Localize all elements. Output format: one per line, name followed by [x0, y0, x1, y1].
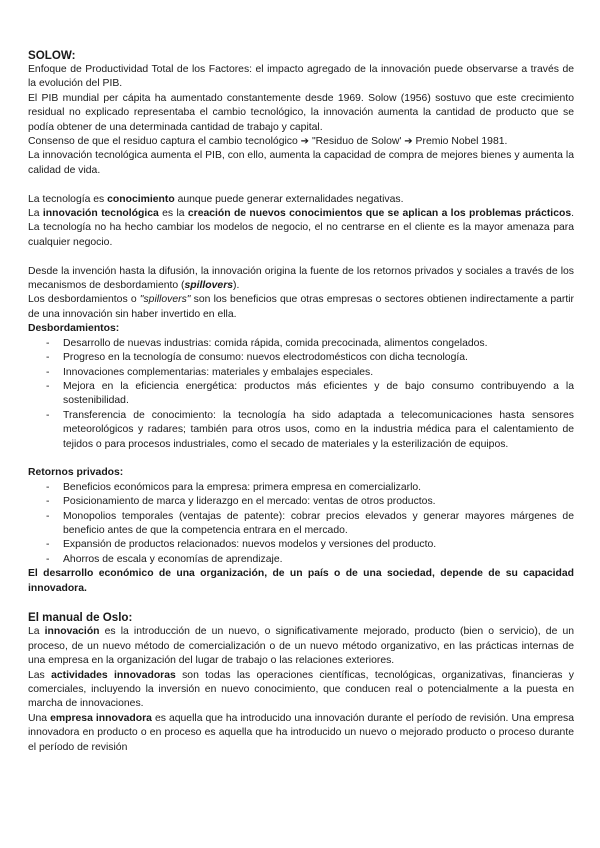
solow-paragraph-2: El PIB mundial per cápita ha aumentado constantemente desde 1969. Solow (1956) sostuvo que este crecimiento residual no explicado representaba el cambio tecnológico, la innovación aumenta la cantidad de producto que se podía obtener de una determinada cantidad de trabajo y capital.: [28, 92, 574, 133]
right-arrow-icon: ➔: [300, 136, 310, 148]
solow-paragraph-4: La innovación tecnológica aumenta el PIB, con ello, aumenta la capacidad de compra de mejores bienes y aumenta la calidad de vida.: [28, 150, 574, 176]
tecnologia-paragraph-2: La innovación tecnológica es la creación de nuevos conocimientos que se aplican a los problemas prácticos. La tecnología no ha hecho cambiar los modelos de negocio, el no centrarse en el cliente es la mayor amenaza para cualquier negocio.: [28, 208, 574, 248]
retornos-conclusion: El desarrollo económico de una organización, de un país o de una sociedad, depende de su capacidad innovadora.: [28, 568, 574, 594]
document-page: [28, 48, 574, 755]
oslo-paragraph-1: La innovación es la introducción de un nuevo, o significativamente mejorado, producto (bien o servicio), de un proceso, de un nuevo método de comercialización o de un nuevo método organizativo, en las prácticas internas de una empresa en la organización del lugar de trabajo o las relaciones exteriores.: [28, 626, 575, 667]
list-item: - Monopolios temporales (ventajas de patente): cobrar precios elevados y generar mayores márgenes de beneficio antes de que la competencia entrara en el mercado.: [28, 510, 574, 539]
list-item: - Expansión de productos relacionados: nuevos modelos y versiones del producto.: [28, 538, 574, 552]
right-arrow-icon: ➔: [404, 136, 413, 148]
solow-paragraph-1: Enfoque de Productividad Total de los Factores: el impacto agregado de la innovación puede observarse a través de la evolución del PIB.: [28, 64, 574, 90]
solow-paragraph-3: Consenso de que el residuo captura el cambio tecnológico ➔ "Residuo de Solow' ➔ Premio Nobel 1981.: [28, 136, 508, 148]
list-item: - Innovaciones complementarias: materiales y embalajes especiales.: [28, 366, 574, 380]
list-item: - Beneficios económicos para la empresa: primera empresa en comercializarlo.: [28, 481, 574, 495]
retornos-heading: Retornos privados:: [28, 467, 124, 479]
list-item: - Transferencia de conocimiento: la tecnología ha sido adaptada a telecomunicaciones hasta sensores meteorológicos y radares; también para otros usos, como en la industria médica para el calentamiento de tejidos o para procesos industriales, como el secado de materiales y la esterilización de equipos.: [28, 409, 574, 452]
solow-heading: SOLOW:: [28, 49, 76, 62]
oslo-paragraph-2: Las actividades innovadoras son todas las operaciones científicas, tecnológicas, organizativas, financieras y comerciales, incluyendo la inversión en nuevo conocimiento, que conducen real o potencialmente a la puesta en marcha de innovaciones.: [28, 669, 574, 710]
spillovers-paragraph-2: Los desbordamientos o "spillovers" son los beneficios que otras empresas o sectores obtienen indirectamente a partir de una innovación sin haber invertido en ella.: [28, 294, 575, 320]
desbordamientos-list: [28, 337, 574, 452]
oslo-heading: El manual de Oslo:: [28, 611, 133, 625]
list-item: - Mejora en la eficiencia energética: productos más eficientes y de bajo consumo contribuyendo a la sostenibilidad.: [28, 380, 574, 409]
retornos-list: [28, 481, 574, 567]
list-item: - Progreso en la tecnología de consumo: nuevos electrodomésticos con dicha tecnología.: [28, 351, 574, 365]
desbordamientos-heading: Desbordamientos:: [28, 323, 120, 335]
list-item: - Ahorros de escala y economías de aprendizaje.: [28, 553, 574, 567]
oslo-paragraph-3: Una empresa innovadora es aquella que ha introducido una innovación durante el período de revisión. Una empresa innovadora en producto o en proceso es aquella que ha introducido un nuevo o mejorado producto o proceso durante el período de revisión: [28, 712, 575, 753]
list-item: - Desarrollo de nuevas industrias: comida rápida, comida precocinada, alimentos congelados.: [28, 337, 574, 351]
list-item: - Posicionamiento de marca y liderazgo en el mercado: ventas de otros productos.: [28, 495, 574, 509]
tecnologia-paragraph-1: La tecnología es conocimiento aunque puede generar externalidades negativas.: [28, 193, 404, 205]
spillovers-paragraph-1: Desde la invención hasta la difusión, la innovación origina la fuente de los retornos privados y sociales a través de los mecanismos de desbordamiento (spillovers).: [28, 265, 574, 292]
